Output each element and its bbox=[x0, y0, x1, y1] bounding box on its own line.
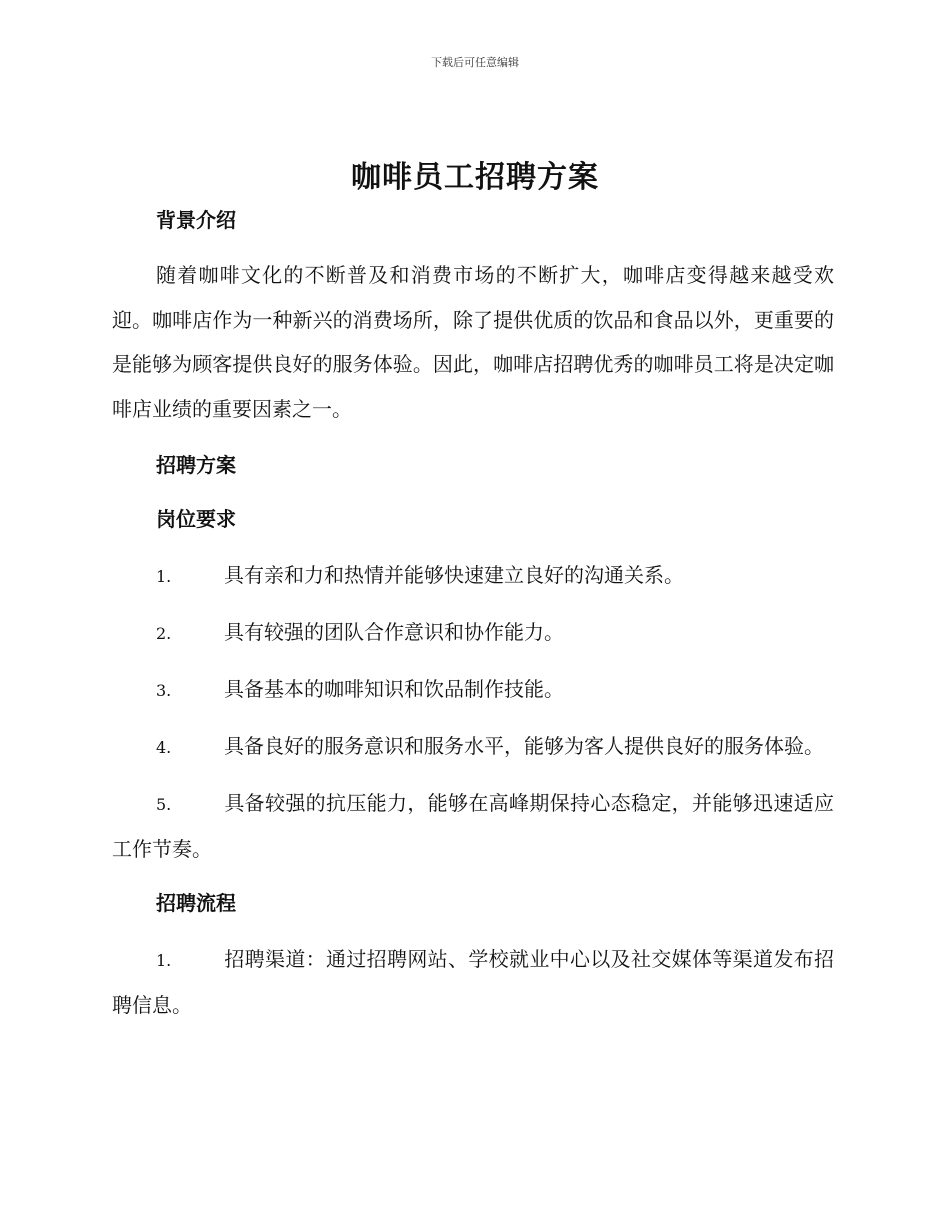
heading-process: 招聘流程 bbox=[156, 891, 236, 915]
list-number: 1. bbox=[156, 951, 172, 970]
list-item bbox=[112, 610, 834, 656]
list-number: 4. bbox=[156, 738, 172, 757]
list-item bbox=[112, 937, 834, 1027]
heading-requirements: 岗位要求 bbox=[156, 507, 236, 531]
list-number: 1. bbox=[156, 567, 172, 586]
document-title: 咖啡员工招聘方案 bbox=[351, 160, 599, 195]
list-item bbox=[112, 553, 834, 599]
list-text: 招聘渠道：通过招聘网站、学校就业中心以及社交媒体等渠道发布招聘信息。 bbox=[112, 947, 834, 1017]
list-number: 5. bbox=[156, 795, 172, 814]
list-item bbox=[112, 724, 834, 770]
background-paragraph: 随着咖啡文化的不断普及和消费市场的不断扩大，咖啡店变得越来越受欢迎。咖啡店作为一种新兴的消费场所，除了提供优质的饮品和食品以外，更重要的是能够为顾客提供良好的服务体验。因此，咖啡店招聘优秀的咖啡员工将是决定咖啡店业绩的重要因素之一。 bbox=[112, 263, 834, 421]
header-note: 下载后可任意编辑 bbox=[431, 56, 519, 69]
list-number: 3. bbox=[156, 681, 172, 700]
list-text: 具备较强的抗压能力，能够在高峰期保持心态稳定，并能够迅速适应工作节奏。 bbox=[112, 791, 834, 861]
list-text: 具备良好的服务意识和服务水平，能够为客人提供良好的服务体验。 bbox=[224, 734, 824, 758]
list-text: 具备基本的咖啡知识和饮品制作技能。 bbox=[224, 677, 564, 701]
list-item bbox=[112, 667, 834, 713]
list-text: 具有亲和力和热情并能够快速建立良好的沟通关系。 bbox=[224, 563, 684, 587]
heading-background: 背景介绍 bbox=[156, 208, 236, 232]
document-body bbox=[112, 200, 834, 1027]
heading-plan: 招聘方案 bbox=[156, 453, 236, 477]
list-item bbox=[112, 781, 834, 871]
list-text: 具有较强的团队合作意识和协作能力。 bbox=[224, 620, 564, 644]
list-number: 2. bbox=[156, 624, 172, 643]
